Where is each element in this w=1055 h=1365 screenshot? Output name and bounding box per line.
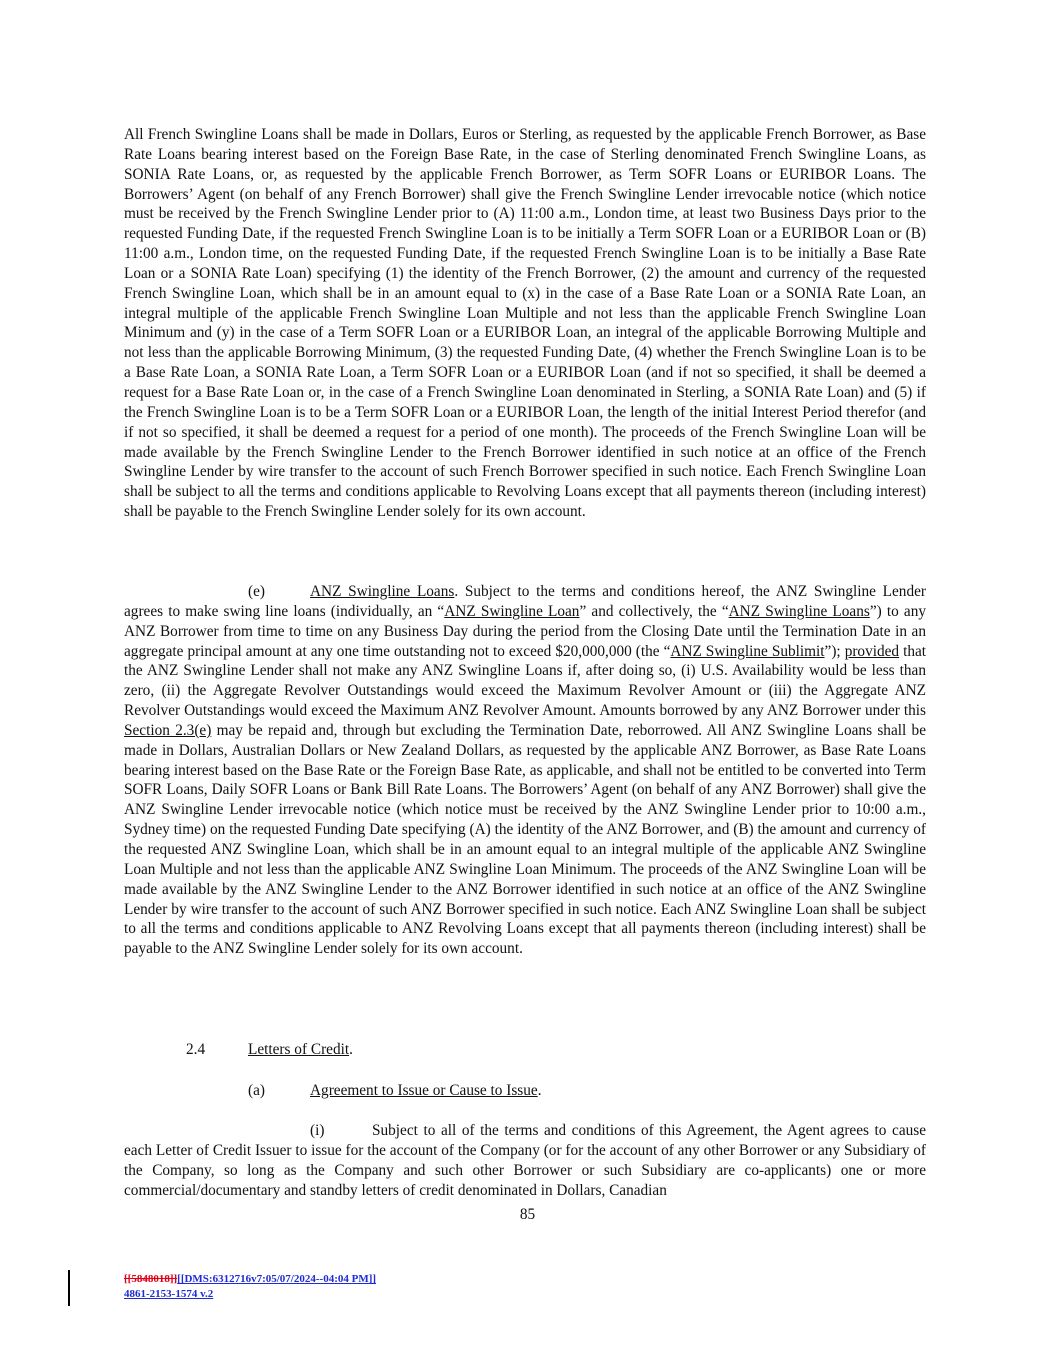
section-reference: Section 2.3(e) [124,721,212,739]
clause-text: ”) to any ANZ Borrower from time to time on any Business Day during the period from the Closing Date until the Termination Date in an aggregate principal amount at any one time outstanding not to exceed $20,000,000 (the “ [124,602,926,660]
section-number: 2.4 [186,1041,206,1058]
section-title: Letters of Credit [248,1041,350,1058]
paragraph-clause-i [124,1121,926,1200]
paragraph-text: All French Swingline Loans shall be made in Dollars, Euros or Sterling, as requested by the applicable French Borrower, as Base Rate Loans bearing interest based on the Foreign Base Rate, in the case of Sterling denominated French Swingline Loans, as SONIA Rate Loans, or, as requested by the applicable French Borrower, as Term SOFR Loans or EURIBOR Loans. The Borrowers’ Agent (on behalf of any French Borrower) shall give the French Swingline Lender irrevocable notice (which notice must be received by the French Swingline Lender prior to (A) 11:00 a.m., London time, at least two Business Days prior to the requested Funding Date, if the requested French Swingline Loan is to be initially a Term SOFR Loan or a EURIBOR Loan or (B) 11:00 a.m., London time, on the requested Funding Date, if the requested French Swingline Loan is to be initially a Base Rate Loan or a SONIA Rate Loan) specifying (1) the identity of the French Borrower, (2) the amount and currency of the requested French Swingline Loan, which shall be in an amount equal to (x) in the case of a Base Rate Loan or a SONIA Rate Loan, an integral multiple of the applicable French Swingline Loan Multiple and not less than the applicable French Swingline Loan Minimum and (y) in the case of a Term SOFR Loan or a EURIBOR Loan, an integral of the applicable Borrowing Multiple and not less than the applicable Borrowing Minimum, (3) the requested Funding Date, (4) whether the French Swingline Loan is to be a Base Rate Loan, a SONIA Rate Loan, a Term SOFR Loan or a EURIBOR Loan (and if not so specified, it shall be deemed a request for a Base Rate Loan or, in the case of a French Swingline Loan denominated in Sterling, a SONIA Rate Loan) and (5) if the French Swingline Loan is to be a Term SOFR Loan or a EURIBOR Loan, the length of the initial Interest Period therefor (and if not so specified, it shall be deemed a request for a period of one month). The proceeds of the French Swingline Loan will be made available by the French Swingline Lender to the French Borrower identified in such notice at an office of the French Swingline Lender by wire transfer to the account of such French Borrower specified in such notice. Each French Swingline Loan shall be subject to all the terms and conditions applicable to Revolving Loans except that all payments thereon (including interest) shall be payable to the French Swingline Lender solely for its own account. [124,126,926,521]
footer-id-line [124,1272,376,1287]
document-footer [124,1272,376,1302]
clause-text: ” and collectively, the “ [579,602,729,620]
clause-title: ANZ Swingline Loans [310,583,455,600]
deleted-doc-id: [[5848018]] [124,1273,178,1285]
inserted-doc-id: [[DMS:6312716v7:05/07/2024--04:04 PM]] [177,1273,377,1285]
clause-text: that the ANZ Swingline Lender shall not make any ANZ Swingline Loans if, after doing so, (i) U.S. Availability would be less than zero, (ii) the Aggregate Revolver Outstandings would exceed the Maximum Revolver Amount or (iii) the Aggregate ANZ Revolver Outstandings would exceed the Maximum ANZ Revolver Amount. Amounts borrowed by any ANZ Borrower under this [124,642,927,720]
section-title-period: . [349,1041,353,1058]
subsection-title: Agreement to Issue or Cause to Issue [310,1082,538,1099]
subsection-title-period: . [537,1082,542,1099]
clause-text: ”); [824,642,845,660]
clause-text: . Subject to the terms and conditions hereof, the ANZ Swingline Lender agrees to make swing line loans (individually, an “ [124,583,926,620]
paragraph-french-swingline [124,125,926,522]
subsection-number: (a) [248,1082,265,1099]
paragraph-anz-swingline [124,582,926,959]
clause-number: (e) [248,583,265,600]
section-heading-2-4 [186,1040,353,1060]
proviso-term: provided [844,642,900,660]
clause-number: (i) [310,1122,325,1139]
defined-term: ANZ Swingline Loans [728,602,870,620]
revision-change-bar [68,1270,70,1306]
defined-term: ANZ Swingline Sublimit [670,642,825,660]
defined-term: ANZ Swingline Loan [444,602,580,620]
subsection-heading-a [248,1081,542,1101]
doc-number: 4861-2153-1574 v.2 [124,1288,214,1300]
page-number: 85 [519,1206,536,1223]
clause-text: Subject to all of the terms and conditions of this Agreement, the Agent agrees to cause each Letter of Credit Issuer to issue for the account of the Company (or for the account of any other Borrower or any Subsidiary of the Company, so long as the Company and such other Borrower or such Subsidiary are co-applicants) one or more commercial/documentary and standby letters of credit denominated in Dollars, Canadian [124,1122,926,1199]
clause-text: may be repaid and, through but excluding the Termination Date, reborrowed. All ANZ Swingline Loans shall be made in Dollars, Australian Dollars or New Zealand Dollars, as requested by the applicable ANZ Borrower, as Base Rate Loans bearing interest based on the Base Rate or the Foreign Base Rate, as applicable, and shall not be entitled to be converted into Term SOFR Loans, Daily SOFR Loans or Bank Bill Rate Loans. The Borrowers’ Agent (on behalf of any ANZ Borrower) shall give the ANZ Swingline Lender irrevocable notice (which notice must be received by the ANZ Swingline Lender prior to 10:00 a.m., Sydney time) on the requested Funding Date specifying (A) the identity of the ANZ Borrower, and (B) the amount and currency of the requested ANZ Swingline Loan, which shall be in an amount equal to an integral multiple of the applicable ANZ Swingline Loan Multiple and not less than the applicable ANZ Swingline Loan Minimum. The proceeds of the ANZ Swingline Loan will be made available by the ANZ Swingline Lender to the ANZ Borrower identified in such notice at an office of the ANZ Swingline Lender by wire transfer to the account of such ANZ Borrower specified in such notice. Each ANZ Swingline Loan shall be subject to all the terms and conditions applicable to ANZ Revolving Loans except that all payments thereon (including interest) shall be payable to the ANZ Swingline Lender solely for its own account. [124,721,926,958]
